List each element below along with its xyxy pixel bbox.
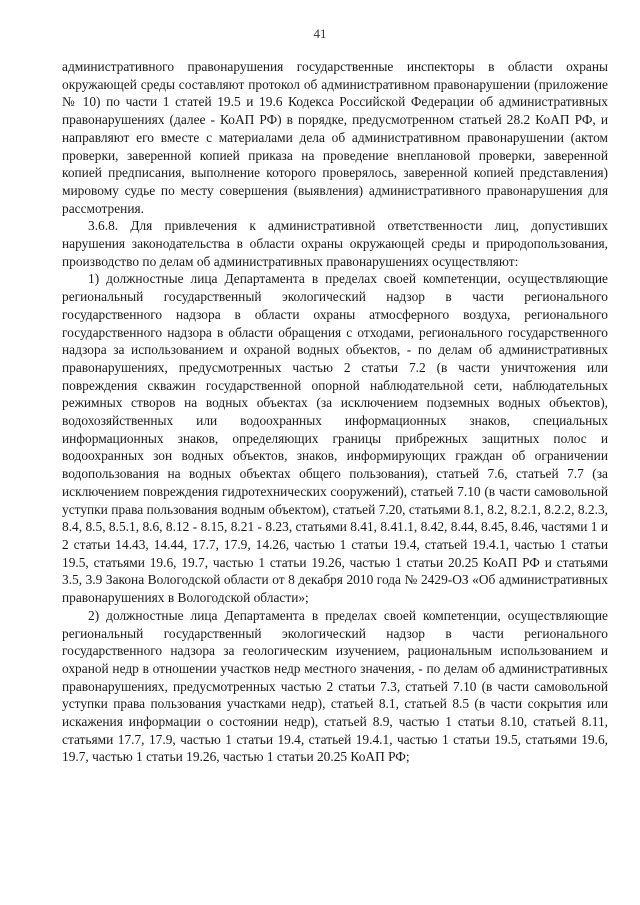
page-number: 41: [313, 26, 327, 41]
document-body: [62, 58, 608, 766]
paragraph-item-2: 2) должностные лица Департамента в пределах своей компетенции, осуществляющие региональный государственный экологический надзор в части регионального государственного надзора за геологическим изучением, рациональным использованием и охраной недр в отношении участков недр местного значения, - по делам об административных правонарушениях, предусмотренных частью 2 статьи 7.3, статьей 7.10 (в части самовольной уступки права пользования участками недр), статьей 8.1, статьей 8.5 (в части сокрытия или искажения информации о состоянии недр), статьей 8.9, частью 1 статьи 8.10, статьей 8.11, статьями 17.7, 17.9, частью 1 статьи 19.4, статьей 19.4.1, частью 1 статьи 19.5, статьями 19.6, 19.7, частью 1 статьи 19.26, частью 1 статьи 20.25 КоАП РФ;: [62, 607, 608, 765]
paragraph-3-6-8: 3.6.8. Для привлечения к административной ответственности лиц, допустивших нарушения законодательства в области охраны окружающей среды и природопользования, производство по делам об административных правонарушениях осуществляют:: [62, 218, 608, 269]
paragraph-item-1: 1) должностные лица Департамента в пределах своей компетенции, осуществляющие региональный государственный экологический надзор в части регионального государственного надзора в области охраны атмосферного воздуха, регионального государственного надзора в области обращения с отходами, регионального государственного надзора за использованием и охраной водных объектов, - по делам об административных правонарушениях, предусмотренных частью 2 статьи 7.2 (в части уничтожения или повреждения скважин государственной опорной наблюдательной сети, наблюдательных режимных створов на водных объектах (за исключением подземных водных объектов), водохозяйственных или водоохранных информационных знаков, специальных информационных знаков, определяющих границы прибрежных защитных полос и водоохранных зон водных объектов, знаков, информирующих граждан об ограничении водопользования на водных объектах общего пользования), статьей 7.6, статьей 7.7 (за исключением повреждения гидротехнических сооружений), статьей 7.10 (в части самовольной уступки права пользования водным объектом), статьей 7.20, статьями 8.1, 8.2, 8.2.1, 8.2.2, 8.2.3, 8.4, 8.5, 8.5.1, 8.6, 8.12 - 8.15, 8.21 - 8.23, статьями 8.41, 8.41.1, 8.42, 8.44, 8.45, 8.46, частями 1 и 2 статьи 14.43, 14.44, 17.7, 17.9, 14.26, частью 1 статьи 19.4, статьей 19.4.1, частью 1 статьи 19.5, статьями 19.6, 19.7, частью 1 статьи 19.26, частью 1 статьи 20.25 КоАП РФ и статьями 3.5, 3.9 Закона Вологодской области от 8 декабря 2010 года № 2429-ОЗ «Об административных правонарушениях в Вологодской области»;: [62, 271, 608, 606]
paragraph-continuation: административного правонарушения государственные инспекторы в области охраны окружающей среды составляют протокол об административном правонарушении (приложение № 10) по части 1 статей 19.5 и 19.6 Кодекса Российской Федерации об административных правонарушениях (далее - КоАП РФ) в порядке, предусмотренном статьей 28.2 КоАП РФ, и направляют его вместе с материалами дела об административном правонарушении (актом проверки, заверенной копией приказа на проведение внеплановой проверки, заверенной копией предписания, выполнение которого проверялось, заверенной копией представления) мировому судье по месту совершения (выявления) административного правонарушения для рассмотрения.: [62, 59, 608, 216]
